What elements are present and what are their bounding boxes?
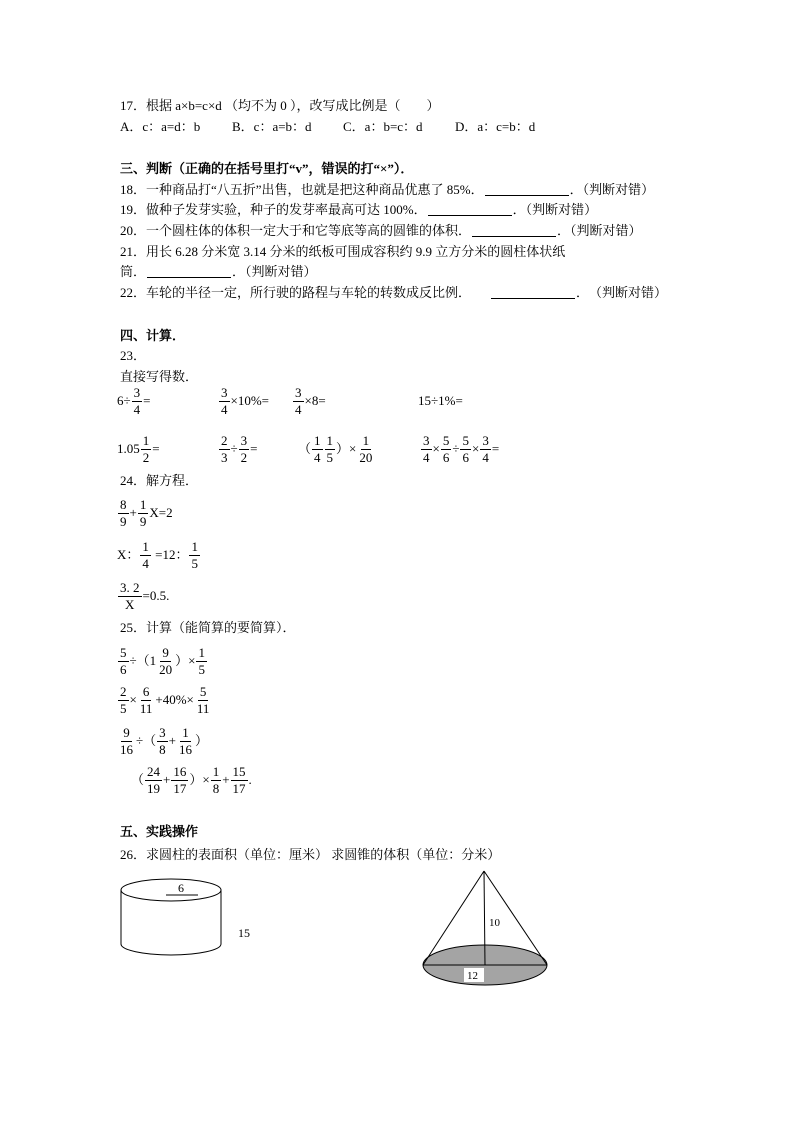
q21-text: 筒． bbox=[120, 264, 147, 279]
fraction-denominator: 4 bbox=[314, 449, 321, 465]
fraction-numerator: 3 bbox=[221, 384, 228, 400]
fraction bbox=[460, 433, 471, 466]
q24-equation-3 bbox=[117, 579, 169, 613]
fraction bbox=[195, 684, 212, 717]
cylinder-top-label: 6 bbox=[178, 881, 184, 895]
q23-expression-2 bbox=[218, 384, 269, 418]
fraction-denominator: 6 bbox=[462, 449, 469, 465]
cone-figure bbox=[423, 871, 547, 985]
q20 bbox=[120, 223, 642, 239]
fraction-denominator: 9 bbox=[139, 513, 147, 529]
fraction-denominator: 5 bbox=[191, 555, 198, 571]
q22-text: 22．车轮的半径一定，所行驶的路程与车轮的转数成反比例． bbox=[120, 285, 472, 300]
fraction-denominator: 6 bbox=[442, 449, 450, 465]
fraction bbox=[293, 385, 304, 418]
section-3-title: 三、判断（正确的在括号里打“v”，错误的打“×”）． bbox=[120, 161, 414, 176]
fraction bbox=[219, 433, 230, 466]
q23-expression-5 bbox=[117, 432, 160, 466]
q24-equation-1 bbox=[117, 496, 173, 530]
q26-text: 26．求圆柱的表面积（单位：厘米） 求圆锥的体积（单位：分米） bbox=[120, 847, 501, 862]
expr-text: =0.5. bbox=[142, 588, 170, 603]
expr-text: ÷ bbox=[452, 441, 460, 456]
q18-answer-blank bbox=[485, 184, 569, 196]
fraction-numerator: 5 bbox=[442, 432, 450, 448]
q23-expression-4 bbox=[418, 384, 463, 418]
expr-text: + bbox=[129, 505, 137, 520]
q23-expression-8 bbox=[420, 432, 499, 466]
expr-text: X： bbox=[117, 547, 140, 562]
q20-text: 20．一个圆柱体的体积一定大于和它等底等高的圆锥的体积． bbox=[120, 223, 472, 238]
q21-tail: ．（判断对错） bbox=[232, 264, 317, 279]
fraction-numerator: 3. 2 bbox=[120, 579, 140, 595]
fraction bbox=[138, 497, 149, 530]
q18-text: 18．一种商品打“八五折”出售，也就是把这种商品优惠了 85%． bbox=[120, 182, 484, 197]
fraction-numerator: 5 bbox=[120, 644, 127, 660]
fraction-denominator: 20 bbox=[159, 661, 173, 677]
q18-tail: ．（判断对错） bbox=[569, 182, 655, 197]
fraction-denominator: 2 bbox=[240, 449, 248, 465]
expr-text: ÷（ bbox=[136, 733, 157, 748]
expr-text: × bbox=[129, 692, 137, 707]
fraction bbox=[196, 645, 207, 678]
fraction-denominator: 4 bbox=[221, 401, 228, 417]
q23-expression-3 bbox=[292, 384, 326, 418]
q24-label: 24．解方程． bbox=[120, 473, 199, 488]
fraction-denominator: 3 bbox=[221, 449, 228, 465]
q19 bbox=[120, 202, 597, 218]
fraction-denominator: 4 bbox=[482, 449, 489, 465]
fraction-numerator: 3 bbox=[159, 724, 166, 740]
fraction bbox=[480, 433, 491, 466]
fraction bbox=[157, 645, 174, 678]
q25-expression-2 bbox=[117, 683, 212, 717]
fraction-denominator: 20 bbox=[359, 449, 373, 465]
fraction-denominator: 11 bbox=[139, 700, 153, 716]
fraction-numerator: 3 bbox=[133, 384, 141, 400]
q17-option-c: C．a：b=c：d bbox=[343, 119, 423, 134]
fraction-denominator: 4 bbox=[423, 449, 430, 465]
fraction-numerator: 6 bbox=[142, 683, 150, 699]
cone-height-label: 10 bbox=[489, 917, 500, 929]
fraction-denominator: 19 bbox=[147, 780, 161, 796]
fraction-numerator: 3 bbox=[423, 432, 430, 448]
fraction bbox=[239, 433, 250, 466]
fraction-numerator: 1 bbox=[198, 644, 205, 660]
fraction bbox=[312, 433, 323, 466]
fraction-denominator: 17 bbox=[232, 780, 246, 796]
fraction-numerator: 9 bbox=[123, 724, 130, 740]
fraction bbox=[211, 764, 222, 797]
fraction-denominator: 4 bbox=[133, 401, 141, 417]
fraction bbox=[118, 580, 142, 613]
fraction bbox=[140, 539, 151, 572]
expr-text: ÷ bbox=[230, 441, 238, 456]
fraction bbox=[219, 385, 230, 418]
fraction bbox=[441, 433, 452, 466]
expr-text: ÷（1 bbox=[129, 653, 157, 668]
expr-text: × bbox=[471, 441, 480, 456]
fraction-denominator: 2 bbox=[142, 449, 150, 465]
fraction-denominator: 16 bbox=[178, 741, 192, 757]
expr-text: （ bbox=[298, 441, 312, 456]
fraction bbox=[421, 433, 432, 466]
q25-label: 25．计算（能简算的要简算）． bbox=[120, 620, 296, 635]
fraction bbox=[325, 433, 336, 466]
expr-text: X=2 bbox=[149, 505, 173, 520]
expr-text: + bbox=[168, 733, 176, 748]
q23-label: 23． bbox=[120, 348, 147, 363]
expr-text: = bbox=[491, 441, 500, 456]
fraction bbox=[177, 725, 194, 758]
q17-option-a: A．c：a=d：b bbox=[120, 119, 201, 134]
fraction-denominator: 11 bbox=[196, 700, 210, 716]
fraction-denominator: 17 bbox=[173, 780, 187, 796]
q17-option-b: B．c：a=b：d bbox=[232, 119, 312, 134]
cylinder-bottom-arc bbox=[121, 944, 221, 955]
fraction-numerator: 2 bbox=[221, 432, 228, 448]
fraction bbox=[231, 764, 248, 797]
q25-expression-4 bbox=[131, 763, 252, 797]
fraction-denominator: 5 bbox=[198, 661, 205, 677]
expr-text: （ bbox=[131, 772, 145, 787]
q23-expression-7 bbox=[298, 432, 375, 466]
q23-expression-6 bbox=[218, 432, 257, 466]
fraction-denominator: 4 bbox=[295, 401, 302, 417]
q22-tail: ． （判断对错） bbox=[576, 285, 668, 300]
fraction-numerator: 1 bbox=[212, 763, 220, 779]
fraction bbox=[141, 433, 152, 466]
fraction-numerator: 2 bbox=[120, 683, 127, 699]
cylinder-height-label: 15 bbox=[238, 926, 250, 940]
fraction-denominator: 5 bbox=[326, 449, 334, 465]
expr-text: = bbox=[143, 393, 151, 408]
fraction-numerator: 3 bbox=[240, 432, 248, 448]
q18 bbox=[120, 182, 654, 198]
fraction bbox=[118, 725, 135, 758]
fraction bbox=[118, 684, 129, 717]
fraction-numerator: 1 bbox=[362, 432, 370, 448]
fraction bbox=[357, 433, 374, 466]
fraction bbox=[189, 539, 200, 572]
expr-text: 1.05 bbox=[117, 441, 140, 456]
expr-text: = bbox=[250, 441, 258, 456]
fraction bbox=[118, 497, 129, 530]
expr-text: ×10%= bbox=[230, 393, 269, 408]
expr-text: ×8= bbox=[304, 393, 326, 408]
fraction-denominator: 4 bbox=[142, 555, 149, 571]
fraction-numerator: 3 bbox=[482, 432, 489, 448]
q23-instruction: 直接写得数． bbox=[120, 369, 199, 384]
fraction-numerator: 1 bbox=[326, 432, 334, 448]
fraction-denominator: X bbox=[125, 596, 135, 612]
q25-expression-1 bbox=[117, 644, 208, 678]
q25-expression-3 bbox=[117, 724, 208, 758]
q23-expression-1 bbox=[117, 384, 150, 418]
expr-text: =12： bbox=[151, 547, 189, 562]
fraction-numerator: 9 bbox=[162, 644, 169, 660]
fraction-numerator: 1 bbox=[142, 432, 150, 448]
fraction bbox=[132, 385, 143, 418]
fraction-numerator: 16 bbox=[173, 763, 187, 779]
expr-text: ）× bbox=[175, 653, 196, 668]
expr-text: ）× bbox=[189, 772, 210, 787]
cylinder-figure bbox=[121, 879, 221, 955]
fraction-numerator: 5 bbox=[199, 683, 207, 699]
q17-stem: 17．根据 a×b=c×d （均不为 0 ），改写成比例是（ ） bbox=[120, 98, 440, 113]
q26-figures bbox=[110, 860, 570, 1000]
fraction-numerator: 1 bbox=[182, 724, 189, 740]
fraction-numerator: 5 bbox=[462, 432, 469, 448]
fraction-numerator: 1 bbox=[139, 496, 147, 512]
q19-tail: ．（判断对错） bbox=[512, 202, 598, 217]
q19-answer-blank bbox=[428, 204, 512, 216]
expr-text: ） bbox=[194, 733, 208, 748]
fraction-numerator: 1 bbox=[314, 432, 321, 448]
q24-equation-2 bbox=[117, 538, 201, 572]
expr-text: + bbox=[163, 772, 171, 787]
fraction-numerator: 24 bbox=[147, 763, 161, 779]
q20-tail: ．（判断对错） bbox=[557, 223, 642, 238]
fraction bbox=[157, 725, 168, 758]
fraction bbox=[138, 684, 155, 717]
fraction-denominator: 16 bbox=[120, 741, 133, 757]
section-5-title: 五、实践操作 bbox=[120, 824, 199, 839]
expr-text: +40%× bbox=[155, 692, 194, 707]
expr-text: × bbox=[432, 441, 440, 456]
fraction-numerator: 1 bbox=[191, 538, 198, 554]
expr-text: + bbox=[222, 772, 230, 787]
fraction bbox=[171, 764, 188, 797]
fraction bbox=[145, 764, 162, 797]
cylinder-top-ellipse bbox=[121, 879, 221, 901]
expr-text: 15÷1%= bbox=[418, 393, 463, 408]
q21-line-2 bbox=[120, 264, 317, 280]
cone-diameter-label: 12 bbox=[467, 970, 478, 982]
fraction-denominator: 8 bbox=[212, 780, 220, 796]
section-4-title: 四、计算． bbox=[120, 328, 186, 343]
fraction-denominator: 9 bbox=[120, 513, 127, 529]
fraction-numerator: 1 bbox=[142, 538, 149, 554]
q21-answer-blank bbox=[147, 266, 231, 278]
q19-text: 19．做种子发芽实验，种子的发芽率最高可达 100%． bbox=[120, 202, 427, 217]
fraction-numerator: 3 bbox=[295, 384, 302, 400]
fraction-numerator: 8 bbox=[120, 496, 127, 512]
q20-answer-blank bbox=[472, 225, 556, 237]
expr-text: 6÷ bbox=[117, 393, 131, 408]
expr-text: = bbox=[152, 441, 160, 456]
fraction-denominator: 8 bbox=[159, 741, 166, 757]
q22-answer-blank bbox=[491, 287, 575, 299]
q22 bbox=[120, 285, 667, 301]
expr-text: . bbox=[248, 772, 252, 787]
expr-text: ）× bbox=[336, 441, 357, 456]
q17-option-d: D．a：c=b：d bbox=[455, 119, 536, 134]
fraction-denominator: 6 bbox=[120, 661, 127, 677]
fraction-denominator: 5 bbox=[120, 700, 127, 716]
q21-line-1: 21．用长 6.28 分米宽 3.14 分米的纸板可围成容积约 9.9 立方分米的圆柱体状纸 bbox=[120, 244, 566, 259]
fraction bbox=[118, 645, 129, 678]
fraction-numerator: 15 bbox=[232, 763, 246, 779]
